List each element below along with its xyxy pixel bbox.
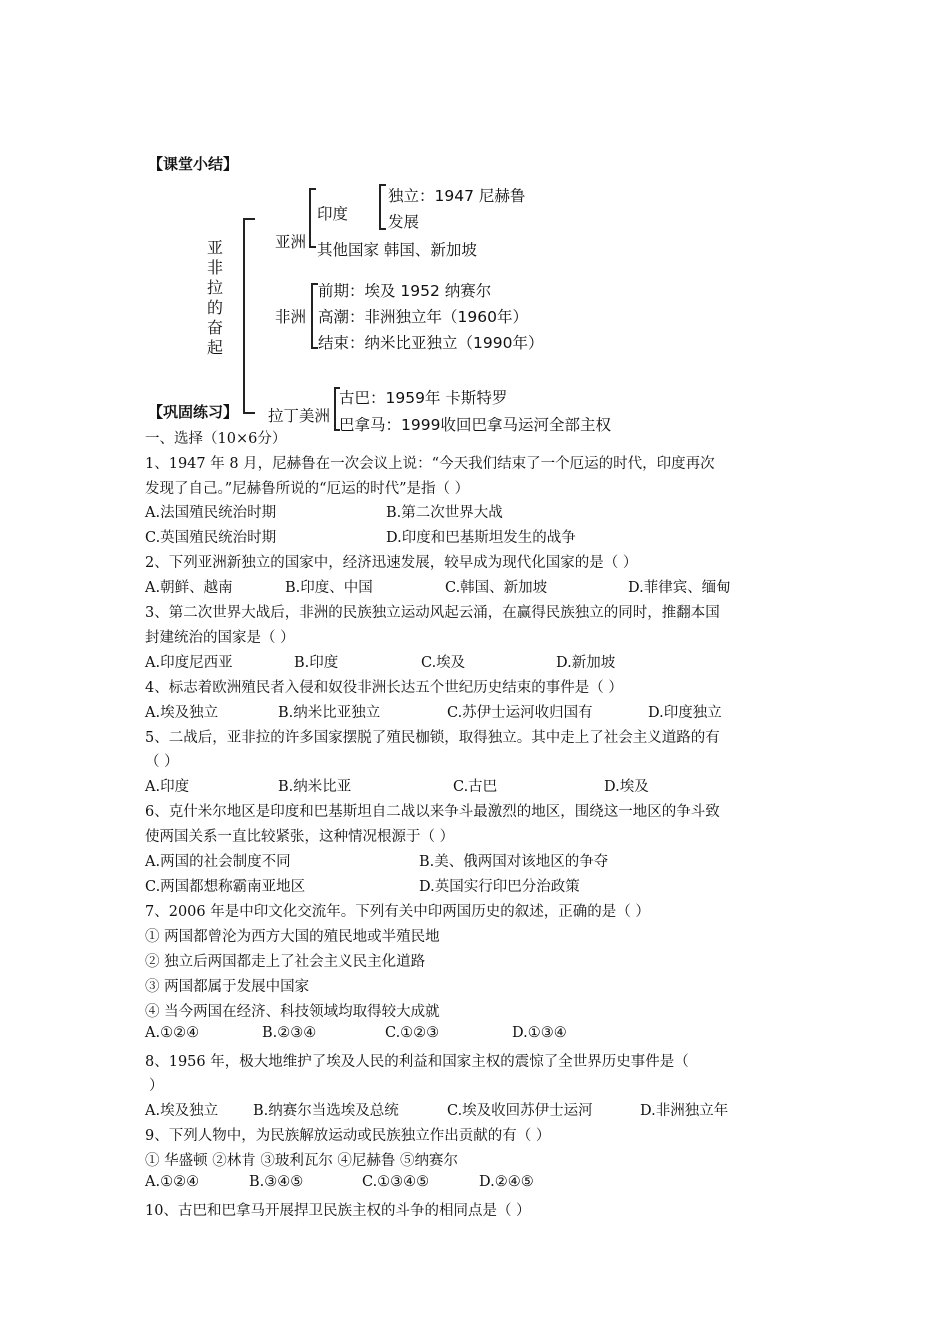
q3-option-d: D.新加坡 — [556, 655, 616, 671]
latin-panama: 巴拿马：1999收回巴拿马运河全部主权 — [339, 416, 611, 434]
q3-line2: 封建统治的国家是（ ） — [145, 630, 295, 646]
q7-option-d: D.①③④ — [512, 1025, 567, 1041]
q6-option-d: D.英国实行印巴分治政策 — [419, 879, 580, 895]
q7-statement-3: ③ 两国都属于发展中国家 — [145, 979, 310, 995]
q7-statement-4: ④ 当今两国在经济、科技领域均取得较大成就 — [145, 1004, 440, 1020]
q1-option-a: A.法国殖民统治时期 — [145, 505, 277, 521]
q5-option-d: D.埃及 — [604, 779, 649, 795]
india-bracket — [379, 184, 381, 230]
q3-option-a: A.印度尼西亚 — [145, 655, 233, 671]
asia-others: 其他国家 韩国、新加坡 — [317, 241, 477, 259]
asia-bracket — [309, 188, 311, 248]
q5-line1: 5、二战后，亚非拉的许多国家摆脱了殖民枷锁，取得独立。其中走上了社会主义道路的有 — [145, 730, 720, 746]
q8-line2: ） — [149, 1078, 164, 1094]
q2-option-a: A.朝鲜、越南 — [145, 580, 233, 596]
q1-line2: 发现了自己。”尼赫鲁所说的“厄运的时代”是指（ ） — [145, 481, 470, 497]
india-bracket-top — [379, 184, 386, 186]
africa-bracket — [311, 283, 313, 349]
q8-option-b: B.纳赛尔当选埃及总统 — [253, 1103, 399, 1119]
q2-option-d: D.菲律宾、缅甸 — [628, 580, 731, 596]
q4-option-d: D.印度独立 — [648, 705, 722, 721]
q9-option-a: A.①②④ — [145, 1174, 200, 1190]
latin-cuba: 古巴：1959年 卡斯特罗 — [339, 389, 508, 407]
q4-line1: 4、标志着欧洲殖民者入侵和奴役非洲长达五个世纪历史结束的事件是（ ） — [145, 680, 623, 696]
q6-line2: 使两国关系一直比较紧张，这种情况根源于（ ） — [145, 829, 455, 845]
q3-option-b: B.印度 — [294, 655, 339, 671]
q7-option-a: A.①②④ — [145, 1025, 200, 1041]
q1-option-c: C.英国殖民统治时期 — [145, 530, 277, 546]
africa-label: 非洲 — [275, 308, 307, 326]
q2-option-b: B.印度、中国 — [285, 580, 373, 596]
india-bracket-bottom — [379, 228, 386, 230]
q10-line1: 10、古巴和巴拿马开展捍卫民族主权的斗争的相同点是（ ） — [145, 1203, 531, 1219]
q5-option-a: A.印度 — [145, 779, 190, 795]
q6-line1: 6、克什米尔地区是印度和巴基斯坦自二战以来争斗最激烈的地区，围绕这一地区的争斗致 — [145, 804, 720, 820]
q8-option-d: D.非洲独立年 — [640, 1103, 729, 1119]
q6-option-a: A.两国的社会制度不同 — [145, 854, 291, 870]
q9-option-c: C.①③④⑤ — [362, 1174, 430, 1190]
asia-label: 亚洲 — [275, 233, 307, 251]
q6-option-b: B.美、俄两国对该地区的争夺 — [419, 854, 609, 870]
india-development: 发展 — [388, 213, 420, 231]
summary-heading: 【课堂小结】 — [148, 155, 239, 173]
latin-bracket — [334, 387, 336, 431]
q3-line1: 3、第二次世界大战后，非洲的民族独立运动风起云涌，在赢得民族独立的同时，推翻本国 — [145, 605, 720, 621]
q8-option-a: A.埃及独立 — [145, 1103, 219, 1119]
root-bracket-top — [243, 218, 255, 220]
q1-option-b: B.第二次世界大战 — [386, 505, 503, 521]
q7-statement-1: ① 两国都曾沦为西方大国的殖民地或半殖民地 — [145, 929, 440, 945]
africa-bracket-top — [311, 283, 318, 285]
q3-option-c: C.埃及 — [421, 655, 466, 671]
mindmap-root: 亚非拉的奋起 — [206, 238, 223, 357]
q4-option-b: B.纳米比亚独立 — [278, 705, 381, 721]
root-bracket-bottom — [243, 412, 255, 414]
q9-option-b: B.③④⑤ — [249, 1174, 304, 1190]
q8-line1: 8、1956 年，极大地维护了埃及人民的利益和国家主权的震惊了全世界历史事件是（ — [145, 1054, 689, 1070]
q4-option-a: A.埃及独立 — [145, 705, 219, 721]
africa-early: 前期：埃及 1952 纳赛尔 — [318, 282, 492, 300]
q5-option-b: B.纳米比亚 — [278, 779, 352, 795]
africa-bracket-bottom — [311, 347, 318, 349]
q7-line1: 7、2006 年是中印文化交流年。下列有关中印两国历史的叙述，正确的是（ ） — [145, 904, 650, 920]
q5-option-c: C.古巴 — [453, 779, 498, 795]
q8-option-c: C.埃及收回苏伊士运河 — [447, 1103, 593, 1119]
asia-bracket-bottom — [309, 246, 316, 248]
asia-bracket-top — [309, 188, 316, 190]
q6-option-c: C.两国都想称霸南亚地区 — [145, 879, 306, 895]
practice-heading: 【巩固练习】 — [148, 403, 239, 421]
q5-line2: （ ） — [145, 754, 179, 770]
india-label: 印度 — [317, 205, 349, 223]
q1-option-d: D.印度和巴基斯坦发生的战争 — [386, 530, 576, 546]
latin-label: 拉丁美洲 — [268, 407, 331, 425]
africa-end: 结束：纳米比亚独立（1990年） — [318, 334, 544, 352]
india-independence: 独立：1947 尼赫鲁 — [388, 187, 526, 205]
q7-option-c: C.①②③ — [385, 1025, 440, 1041]
section-title: 一、选择（10×6分） — [145, 431, 287, 447]
q9-line1: 9、下列人物中，为民族解放运动或民族独立作出贡献的有（ ） — [145, 1128, 551, 1144]
q1-line1: 1、1947 年 8 月，尼赫鲁在一次会议上说：“今天我们结束了一个厄运的时代，印度再次 — [145, 456, 715, 472]
q7-statement-2: ② 独立后两国都走上了社会主义民主化道路 — [145, 954, 426, 970]
root-bracket — [243, 218, 245, 414]
q4-option-c: C.苏伊士运河收归国有 — [447, 705, 593, 721]
q7-option-b: B.②③④ — [262, 1025, 317, 1041]
q2-option-c: C.韩国、新加坡 — [445, 580, 548, 596]
q9-people: ① 华盛顿 ②林肯 ③玻利瓦尔 ④尼赫鲁 ⑤纳赛尔 — [145, 1153, 459, 1169]
q9-option-d: D.②④⑤ — [479, 1174, 534, 1190]
q2-line1: 2、下列亚洲新独立的国家中，经济迅速发展，较早成为现代化国家的是（ ） — [145, 555, 638, 571]
africa-climax: 高潮：非洲独立年（1960年） — [318, 308, 528, 326]
